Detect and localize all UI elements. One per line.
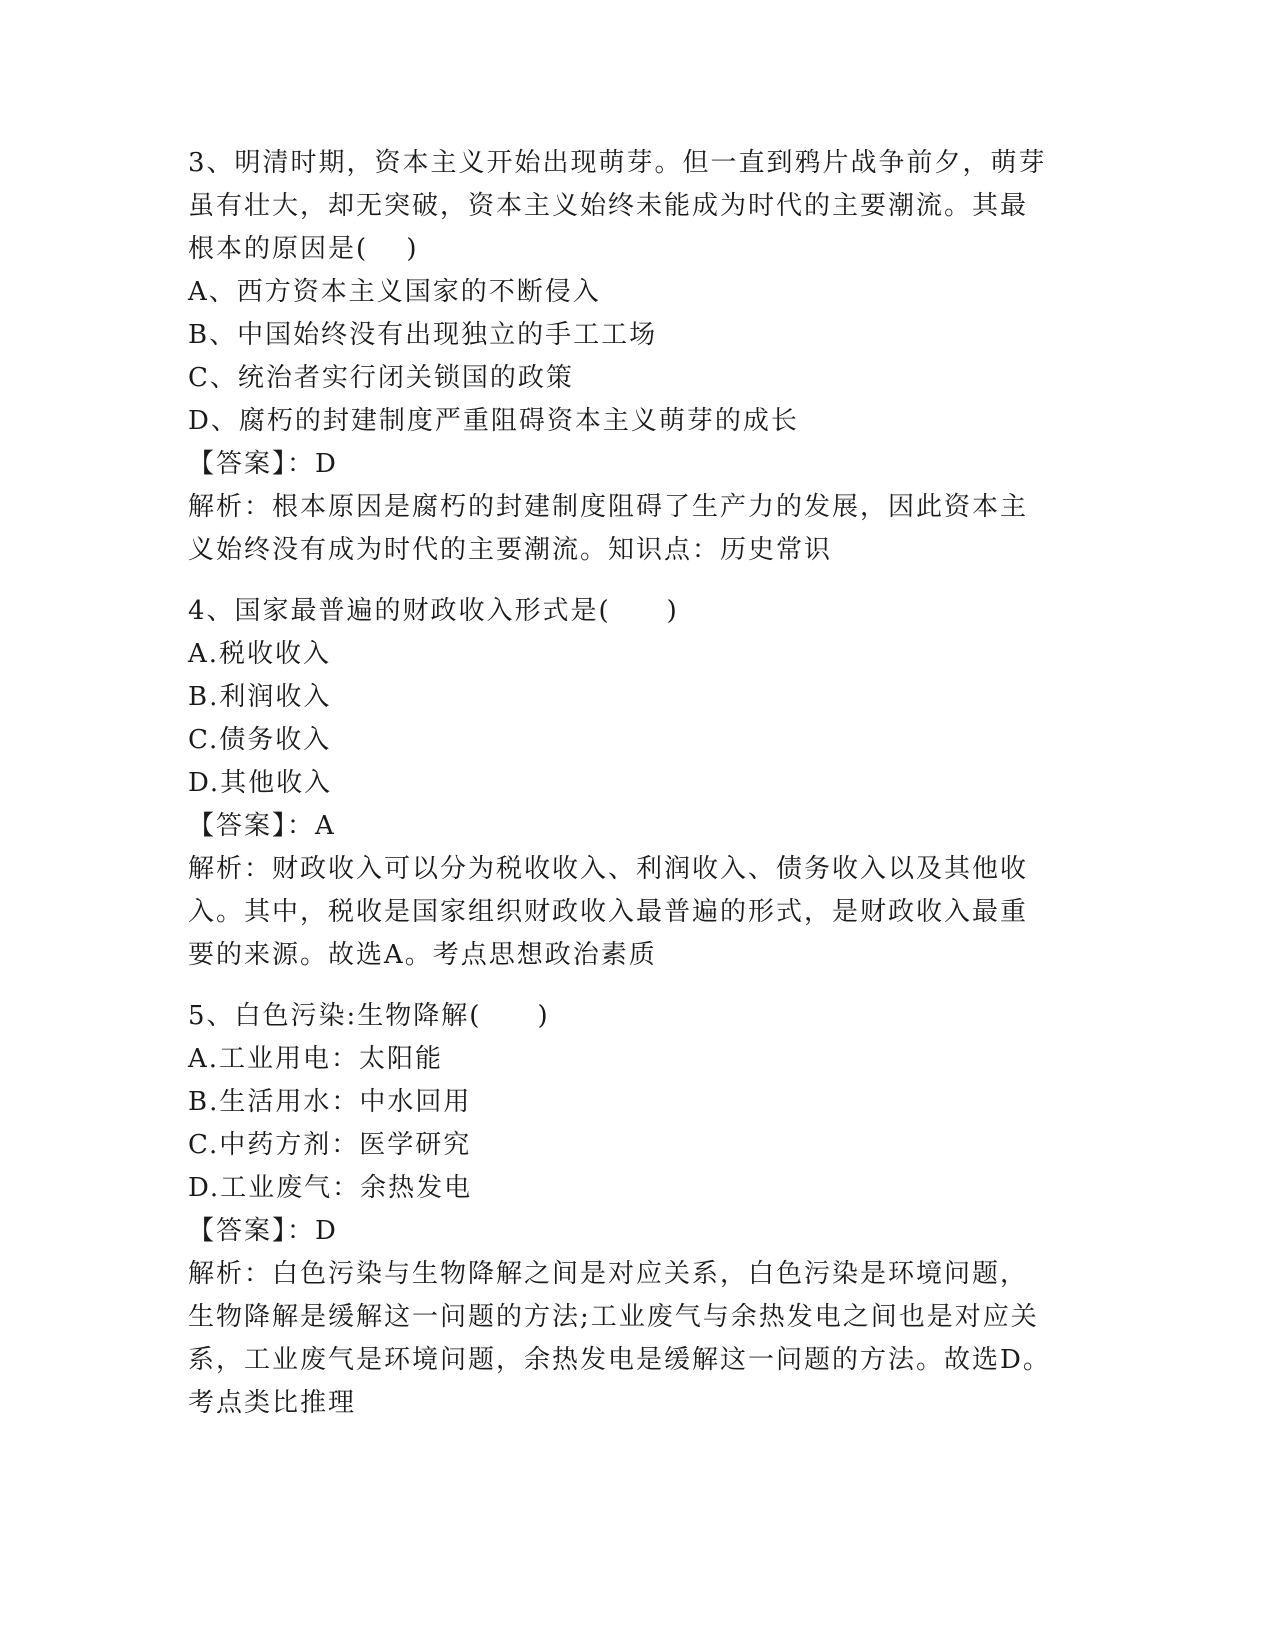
- option-c: C.中药方剂：医学研究: [188, 1130, 472, 1160]
- analysis-line: 入。其中，税收是国家组织财政收入最普遍的形式，是财政收入最重: [188, 897, 1029, 927]
- question-stem-line: 虽有壮大，却无突破，资本主义始终未能成为时代的主要潮流。其最: [188, 191, 1029, 221]
- question-stem-line: 5、白色污染:生物降解( ): [188, 1001, 550, 1031]
- option-a: A.工业用电：太阳能: [188, 1044, 444, 1074]
- answer: 【答案】：A: [188, 811, 336, 841]
- question-stem-line: 根本的原因是( ): [188, 234, 419, 264]
- option-d: D.工业废气：余热发电: [188, 1173, 473, 1203]
- analysis-line: 解析：白色污染与生物降解之间是对应关系，白色污染是环境问题，: [188, 1259, 1029, 1289]
- option-d: D.其他收入: [188, 768, 333, 798]
- analysis-line: 生物降解是缓解这一问题的方法;工业废气与余热发电之间也是对应关: [188, 1302, 1039, 1332]
- option-c: C、统治者实行闭关锁国的政策: [188, 363, 574, 393]
- analysis-line: 解析：财政收入可以分为税收收入、利润收入、债务收入以及其他收: [188, 854, 1029, 884]
- answer: 【答案】：D: [188, 449, 338, 479]
- analysis-line: 义始终没有成为时代的主要潮流。知识点：历史常识: [188, 535, 833, 565]
- option-c: C.债务收入: [188, 725, 332, 755]
- analysis-line: 要的来源。故选A。考点思想政治素质: [188, 940, 657, 970]
- option-b: B、中国始终没有出现独立的手工工场: [188, 320, 658, 350]
- option-a: A、西方资本主义国家的不断侵入: [188, 277, 601, 307]
- question-4: [188, 590, 1068, 977]
- question-3: [188, 142, 1068, 572]
- answer: 【答案】：D: [188, 1216, 338, 1246]
- analysis-line: 解析：根本原因是腐朽的封建制度阻碍了生产力的发展，因此资本主: [188, 492, 1029, 522]
- document-page: [188, 142, 1068, 1443]
- analysis-line: 系，工业废气是环境问题，余热发电是缓解这一问题的方法。故选D。: [188, 1345, 1051, 1375]
- option-b: B.利润收入: [188, 682, 332, 712]
- option-b: B.生活用水：中水回用: [188, 1087, 472, 1117]
- question-5: [188, 995, 1068, 1425]
- option-a: A.税收收入: [188, 639, 332, 669]
- option-d: D、腐朽的封建制度严重阻碍资本主义萌芽的成长: [188, 406, 799, 436]
- analysis-line: 考点类比推理: [188, 1388, 357, 1418]
- question-stem-line: 4、国家最普遍的财政收入形式是( ): [188, 596, 679, 626]
- question-stem-line: 3、明清时期，资本主义开始出现萌芽。但一直到鸦片战争前夕，萌芽: [188, 148, 1047, 178]
